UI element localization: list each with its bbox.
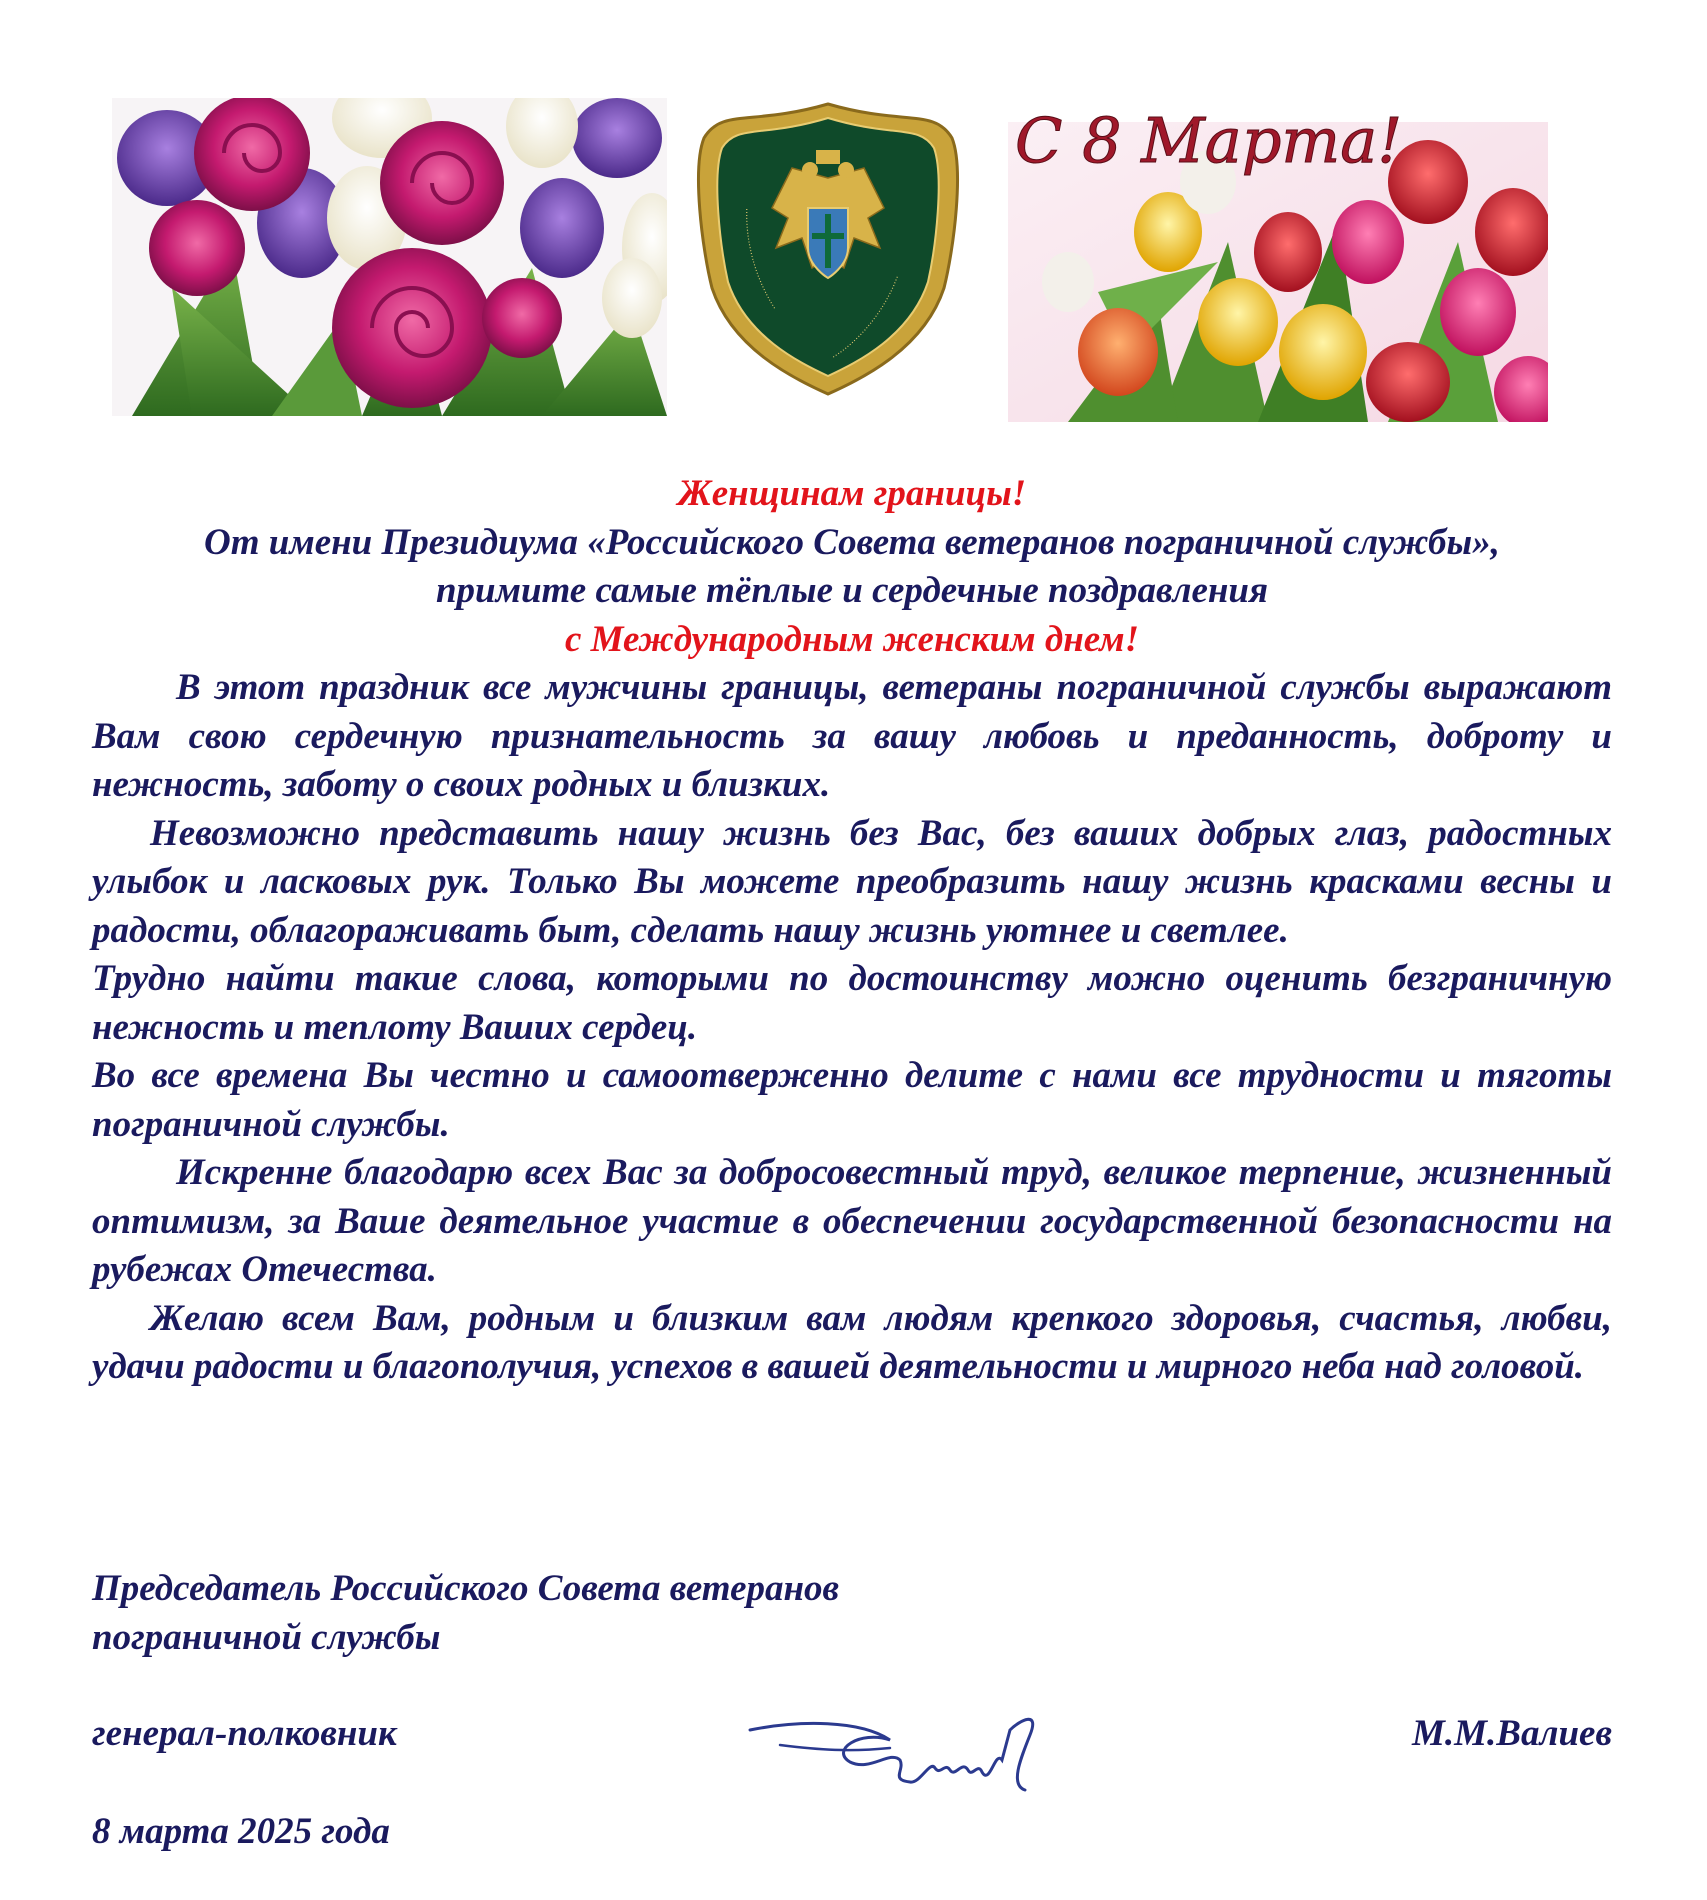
svg-text:⋯⋯⋯⋯⋯⋯⋯⋯⋯⋯⋯⋯: ⋯⋯⋯⋯⋯⋯⋯⋯⋯⋯⋯⋯	[830, 274, 904, 363]
handwritten-signature	[740, 1690, 1080, 1800]
letter-body	[92, 470, 1612, 1392]
paragraph-2: Невозможно представить нашу жизнь без Вас, без ваших добрых глаз, радостных улыбок и ласковых рук. Только Вы можете преобразить нашу жизнь красками весны и радости, облагораживать быт, сделать нашу жизнь уютнее и светлее.	[92, 812, 1612, 951]
svg-text:⋯⋯⋯⋯⋯⋯⋯⋯⋯⋯⋯⋯: ⋯⋯⋯⋯⋯⋯⋯⋯⋯⋯⋯⋯	[740, 207, 779, 313]
greeting-line-1: От имени Президиума «Российского Совета ветеранов пограничной службы»,	[204, 521, 1500, 563]
border-guard-veterans-emblem-icon	[692, 98, 964, 398]
paragraph-4: Во все времена Вы честно и самоотверженно делите с нами все трудности и тяготы пограничной службы.	[92, 1055, 1612, 1145]
paragraph-3: Трудно найти такие слова, которыми по достоинству можно оценить безграничную нежность и теплоту Ваших сердец.	[92, 958, 1612, 1048]
paragraph-1: В этот праздник все мужчины границы, ветераны пограничной службы выражают Вам свою сердечную признательность за вашу любовь и преданность, доброту и нежность, заботу о своих родных и близких.	[92, 667, 1612, 805]
svg-text:С 8 Марта!: С 8 Марта!	[1015, 104, 1403, 177]
paragraph-5: Искренне благодарю всех Вас за добросовестный труд, великое терпение, жизненный оптимизм, за Ваше деятельное участие в обеспечении государственной безопасности на рубежах Отечества.	[92, 1152, 1612, 1290]
position-line-1: Председатель Российского Совета ветеранов	[92, 1568, 840, 1609]
signature-date-row	[92, 1808, 1612, 1857]
greeting-line-2: примите самые тёплые и сердечные поздравления	[435, 570, 1269, 611]
greeting-title: Женщинам границы!	[677, 473, 1027, 514]
position-line-2: пограничной службы	[92, 1616, 441, 1658]
paragraph-6: Желаю всем Вам, родным и близким вам людям крепкого здоровья, счастья, любви, удачи радости и благополучия, успехов в вашей деятельности и мирного неба над головой.	[92, 1297, 1612, 1387]
header-images	[0, 0, 1707, 440]
letter-date: 8 марта 2025 года	[92, 1811, 390, 1852]
greeting-line-3: с Международным женским днем!	[565, 618, 1139, 660]
flowers-left-image	[112, 98, 667, 416]
signer-name: М.М.Валиев	[1412, 1713, 1612, 1754]
signature-position	[92, 1565, 1612, 1662]
holiday-script-title	[1015, 94, 1415, 184]
rank-label: генерал-полковник	[92, 1713, 397, 1754]
